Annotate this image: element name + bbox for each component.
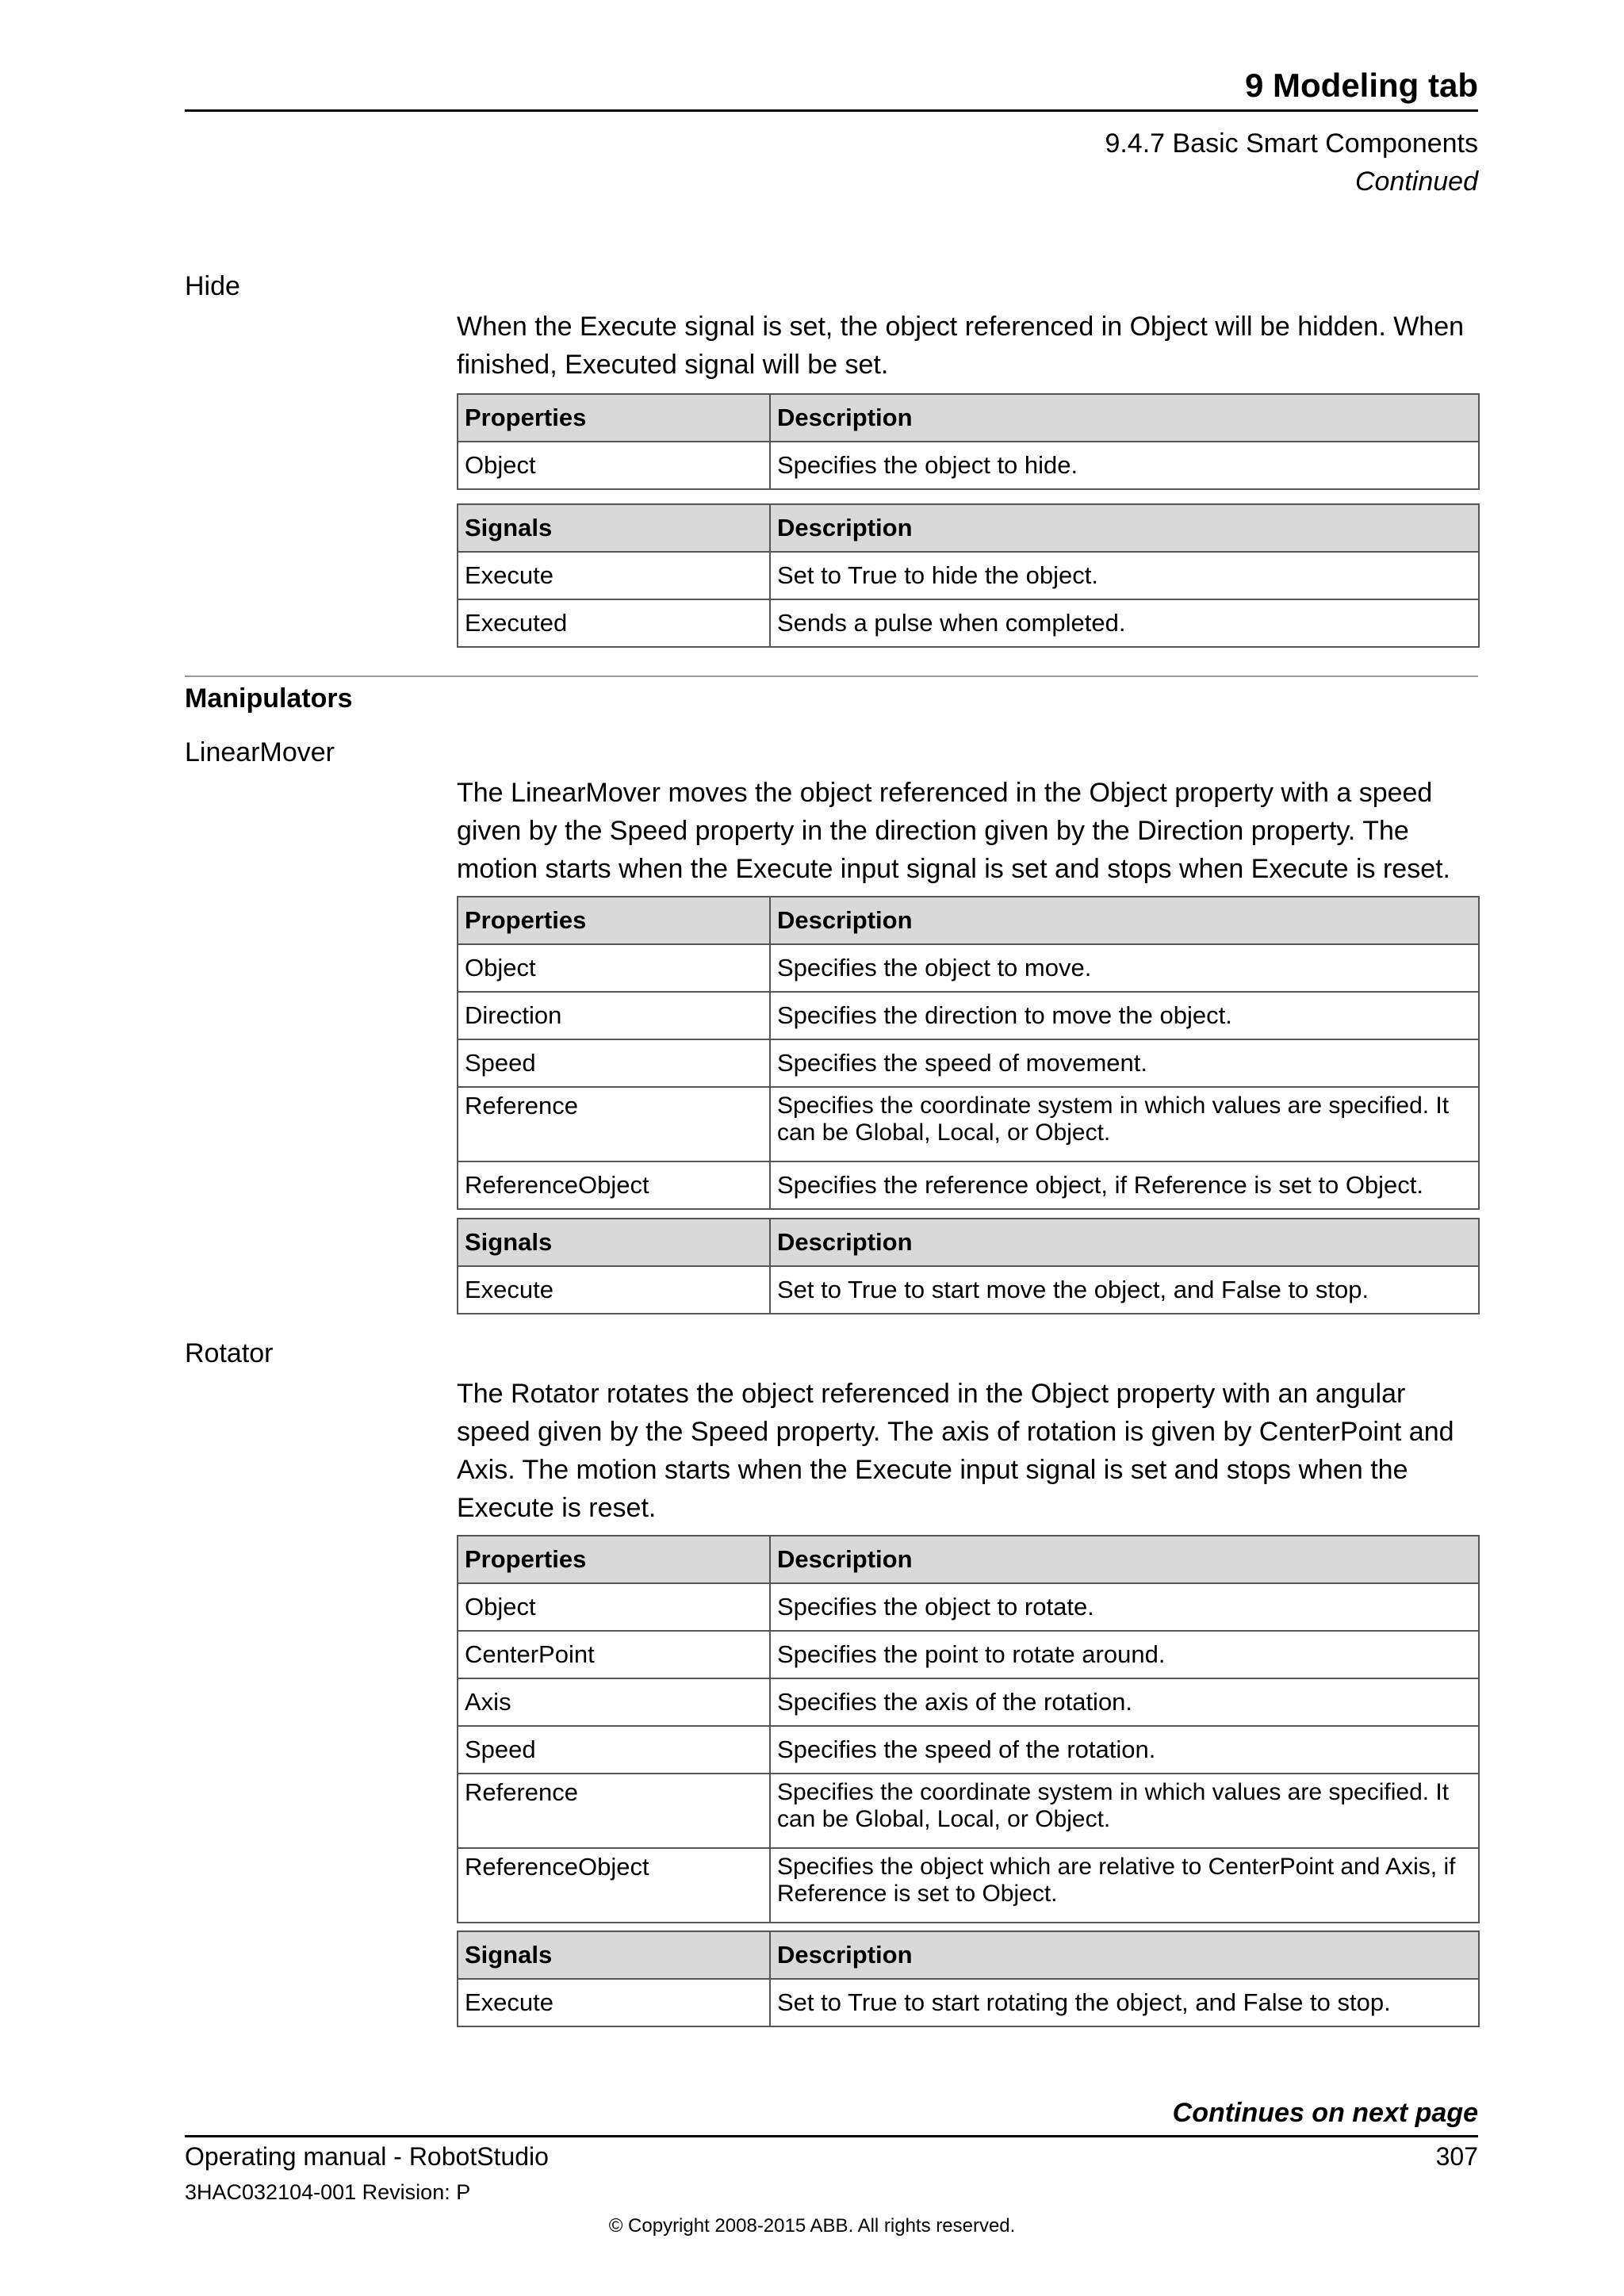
table-row [458,1774,1479,1848]
signal-name: Execute [458,1266,770,1314]
rotator-signals-table [457,1931,1480,2027]
table-row [458,1631,1479,1678]
property-description: Specifies the object to rotate. [770,1583,1479,1631]
property-description: Specifies the reference object, if Reference is set to Object. [770,1161,1479,1209]
table-row [458,1726,1479,1774]
rotator-intro: The Rotator rotates the object referenced in the Object property with an angular speed given by the Speed property. The axis of rotation is given by CenterPoint and Axis. The motion starts when the Execute input signal is set and stops when the Execute is reset. [457,1379,1454,1523]
property-name: Object [458,944,770,992]
table-row [458,1979,1479,2026]
property-name: Speed [458,1726,770,1774]
rotator-heading: Rotator [185,1338,274,1368]
hide-intro: When the Execute signal is set, the object referenced in Object will be hidden. When finished, Executed signal will be set. [457,312,1465,380]
continues-next-page: Continues on next page [1172,2098,1478,2128]
footer-manual-title: Operating manual - RobotStudio [185,2142,549,2171]
signal-description: Set to True to start move the object, and False to stop. [770,1266,1479,1314]
property-description: Specifies the axis of the rotation. [770,1678,1479,1726]
table-row [458,992,1479,1039]
property-description: Specifies the speed of movement. [770,1039,1479,1087]
section-divider [185,675,1478,677]
table-row [458,1848,1479,1923]
property-name: Direction [458,992,770,1039]
column-header: Description [770,1931,1479,1979]
table-row [458,552,1479,599]
manipulators-heading: Manipulators [185,683,353,714]
linearmover-intro: The LinearMover moves the object referenced in the Object property with a speed given by the Speed property in the direction given by the Direction property. The motion starts when the Execute input signal is set and stops when Execute is reset. [457,778,1451,884]
property-description: Specifies the direction to move the object. [770,992,1479,1039]
table-row [458,1678,1479,1726]
hide-heading: Hide [185,271,240,301]
signal-name: Execute [458,1979,770,2026]
property-description: Specifies the coordinate system in which values are specified. It can be Global, Local, or Object. [770,1087,1479,1161]
copyright-notice: © Copyright 2008-2015 ABB. All rights reserved. [608,2215,1016,2237]
column-header: Description [770,504,1479,552]
table-row [458,1087,1479,1161]
header-rule [185,109,1478,112]
signal-description: Sends a pulse when completed. [770,599,1479,647]
property-name: ReferenceObject [458,1848,770,1923]
hide-properties-table [457,393,1480,490]
property-name: Object [458,442,770,489]
table-header-row [458,1219,1479,1266]
property-description: Specifies the point to rotate around. [770,1631,1479,1678]
page-number: 307 [1435,2142,1478,2171]
table-row [458,1039,1479,1087]
table-row [458,442,1479,489]
table-row [458,944,1479,992]
linearmover-signals-table [457,1218,1480,1314]
property-name: ReferenceObject [458,1161,770,1209]
continued-label: Continued [1354,166,1478,197]
section-title: 9.4.7 Basic Smart Components [1105,128,1478,159]
column-header: Description [770,1219,1479,1266]
signal-description: Set to True to hide the object. [770,552,1479,599]
table-row [458,1266,1479,1314]
column-header: Signals [458,1931,770,1979]
document-id: 3HAC032104-001 Revision: P [185,2180,471,2204]
footer-rule [185,2135,1478,2137]
property-description: Specifies the speed of the rotation. [770,1726,1479,1774]
table-header-row [458,1931,1479,1979]
table-header-row [458,897,1479,944]
table-header-row [458,394,1479,442]
linearmover-heading: LinearMover [185,737,335,767]
column-header: Signals [458,504,770,552]
table-header-row [458,504,1479,552]
column-header: Description [770,394,1479,442]
property-name: Speed [458,1039,770,1087]
table-row [458,1583,1479,1631]
chapter-title: 9 Modeling tab [1245,67,1478,104]
column-header: Properties [458,394,770,442]
table-row [458,599,1479,647]
property-name: Reference [458,1087,770,1161]
linearmover-properties-table [457,896,1480,1210]
rotator-properties-table [457,1535,1480,1923]
property-description: Specifies the coordinate system in which values are specified. It can be Global, Local, or Object. [770,1774,1479,1848]
table-row [458,1161,1479,1209]
column-header: Description [770,897,1479,944]
property-description: Specifies the object which are relative to CenterPoint and Axis, if Reference is set to Object. [770,1848,1479,1923]
property-name: Reference [458,1774,770,1848]
table-header-row [458,1536,1479,1583]
signal-name: Execute [458,552,770,599]
signal-name: Executed [458,599,770,647]
signal-description: Set to True to start rotating the object, and False to stop. [770,1979,1479,2026]
column-header: Signals [458,1219,770,1266]
property-description: Specifies the object to move. [770,944,1479,992]
column-header: Description [770,1536,1479,1583]
column-header: Properties [458,1536,770,1583]
property-description: Specifies the object to hide. [770,442,1479,489]
column-header: Properties [458,897,770,944]
hide-signals-table [457,503,1480,648]
property-name: Object [458,1583,770,1631]
property-name: Axis [458,1678,770,1726]
property-name: CenterPoint [458,1631,770,1678]
